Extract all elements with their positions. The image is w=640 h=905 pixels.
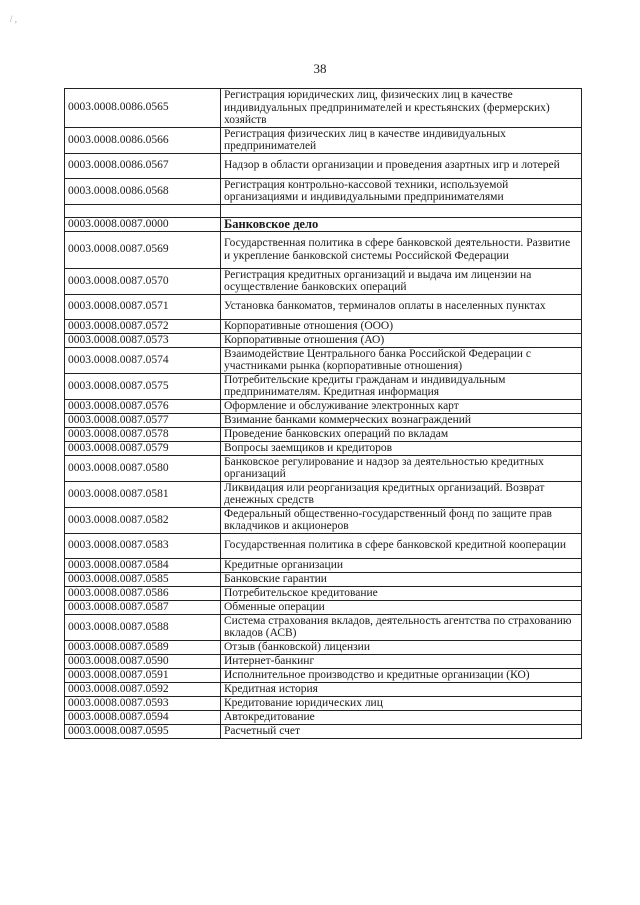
row-name: Вопросы заемщиков и кредиторов [221, 441, 582, 455]
row-code: 0003.0008.0087.0569 [65, 231, 221, 268]
row-code: 0003.0008.0087.0579 [65, 441, 221, 455]
row-name: Проведение банковских операций по вкладам [221, 427, 582, 441]
row-code: 0003.0008.0087.0593 [65, 696, 221, 710]
section-header-row [65, 217, 582, 231]
table-row [65, 347, 582, 373]
table-row [65, 178, 582, 204]
row-name: Потребительские кредиты гражданам и индивидуальным предпринимателям. Кредитная информация [221, 373, 582, 399]
row-name: Корпоративные отношения (ООО) [221, 319, 582, 333]
table-row [65, 724, 582, 738]
row-code: 0003.0008.0087.0585 [65, 572, 221, 586]
table-row [65, 231, 582, 268]
table-row [65, 558, 582, 572]
row-code: 0003.0008.0087.0583 [65, 533, 221, 558]
row-code: 0003.0008.0087.0584 [65, 558, 221, 572]
table-row [65, 268, 582, 294]
row-name: Кредитование юридических лиц [221, 696, 582, 710]
table-row [65, 127, 582, 153]
row-code: 0003.0008.0087.0595 [65, 724, 221, 738]
row-code: 0003.0008.0087.0581 [65, 481, 221, 507]
row-code [65, 204, 221, 217]
row-code: 0003.0008.0087.0586 [65, 586, 221, 600]
row-code: 0003.0008.0087.0590 [65, 654, 221, 668]
table-row [65, 399, 582, 413]
table-row [65, 682, 582, 696]
row-code: 0003.0008.0087.0591 [65, 668, 221, 682]
table-row [65, 507, 582, 533]
row-code: 0003.0008.0087.0572 [65, 319, 221, 333]
row-code: 0003.0008.0087.0571 [65, 294, 221, 319]
row-code: 0003.0008.0086.0567 [65, 153, 221, 178]
row-name: Банковские гарантии [221, 572, 582, 586]
table-row [65, 427, 582, 441]
row-name: Регистрация кредитных организаций и выдача им лицензии на осуществление банковских операций [221, 268, 582, 294]
row-code: 0003.0008.0086.0565 [65, 89, 221, 128]
table-row [65, 481, 582, 507]
table-row [65, 614, 582, 640]
classifier-table-body [65, 89, 582, 739]
row-code: 0003.0008.0087.0582 [65, 507, 221, 533]
row-code: 0003.0008.0087.0580 [65, 455, 221, 481]
row-code: 0003.0008.0087.0594 [65, 710, 221, 724]
classifier-table [64, 88, 582, 739]
row-name: Система страхования вкладов, деятельность агентства по страхованию вкладов (АСВ) [221, 614, 582, 640]
row-code: 0003.0008.0087.0577 [65, 413, 221, 427]
row-code: 0003.0008.0087.0589 [65, 640, 221, 654]
row-code: 0003.0008.0087.0570 [65, 268, 221, 294]
table-row [65, 319, 582, 333]
row-code: 0003.0008.0087.0587 [65, 600, 221, 614]
scan-corner-mark: / , [10, 14, 18, 24]
table-row [65, 89, 582, 128]
table-row [65, 696, 582, 710]
table-row [65, 654, 582, 668]
table-row [65, 572, 582, 586]
row-name: Регистрация юридических лиц, физических лиц в качестве индивидуальных предпринимателей и крестьянских (фермерских) хозяйств [221, 89, 582, 128]
row-name: Потребительское кредитование [221, 586, 582, 600]
row-name: Обменные операции [221, 600, 582, 614]
section-title: Банковское дело [221, 217, 582, 231]
row-code: 0003.0008.0087.0573 [65, 333, 221, 347]
row-name: Кредитные организации [221, 558, 582, 572]
table-row [65, 586, 582, 600]
table-row [65, 441, 582, 455]
row-name: Федеральный общественно-государственный фонд по защите прав вкладчиков и акционеров [221, 507, 582, 533]
row-code: 0003.0008.0087.0578 [65, 427, 221, 441]
row-name: Расчетный счет [221, 724, 582, 738]
row-code: 0003.0008.0087.0574 [65, 347, 221, 373]
table-row [65, 668, 582, 682]
page-number: 38 [313, 61, 327, 76]
row-code: 0003.0008.0086.0566 [65, 127, 221, 153]
table-row [65, 710, 582, 724]
row-name: Взаимодействие Центрального банка Российской Федерации с участниками рынка (корпоративные отношения) [221, 347, 582, 373]
table-row [65, 153, 582, 178]
table-row [65, 455, 582, 481]
row-name: Государственная политика в сфере банковской кредитной кооперации [221, 533, 582, 558]
table-row [65, 373, 582, 399]
row-name: Исполнительное производство и кредитные организации (КО) [221, 668, 582, 682]
table-row [65, 333, 582, 347]
row-name: Ликвидация или реорганизация кредитных организаций. Возврат денежных средств [221, 481, 582, 507]
row-code: 0003.0008.0087.0000 [65, 217, 221, 231]
row-name: Оформление и обслуживание электронных карт [221, 399, 582, 413]
table-row [65, 294, 582, 319]
row-name: Установка банкоматов, терминалов оплаты в населенных пунктах [221, 294, 582, 319]
row-name: Кредитная история [221, 682, 582, 696]
row-name: Государственная политика в сфере банковской деятельности. Развитие и укрепление банковской системы Российской Федерации [221, 231, 582, 268]
table-row [65, 600, 582, 614]
table-row [65, 413, 582, 427]
row-code: 0003.0008.0086.0568 [65, 178, 221, 204]
table-row [65, 533, 582, 558]
row-code: 0003.0008.0087.0592 [65, 682, 221, 696]
blank-row [65, 204, 582, 217]
row-code: 0003.0008.0087.0575 [65, 373, 221, 399]
row-name: Интернет-банкинг [221, 654, 582, 668]
row-name: Корпоративные отношения (АО) [221, 333, 582, 347]
row-name: Отзыв (банковской) лицензии [221, 640, 582, 654]
row-name [221, 204, 582, 217]
row-name: Взимание банками коммерческих вознаграждений [221, 413, 582, 427]
row-name: Регистрация контрольно-кассовой техники, используемой организациями и индивидуальными предпринимателями [221, 178, 582, 204]
row-name: Регистрация физических лиц в качестве индивидуальных предпринимателей [221, 127, 582, 153]
table-row [65, 640, 582, 654]
row-name: Банковское регулирование и надзор за деятельностью кредитных организаций [221, 455, 582, 481]
row-code: 0003.0008.0087.0576 [65, 399, 221, 413]
row-code: 0003.0008.0087.0588 [65, 614, 221, 640]
row-name: Надзор в области организации и проведения азартных игр и лотерей [221, 153, 582, 178]
row-name: Автокредитование [221, 710, 582, 724]
